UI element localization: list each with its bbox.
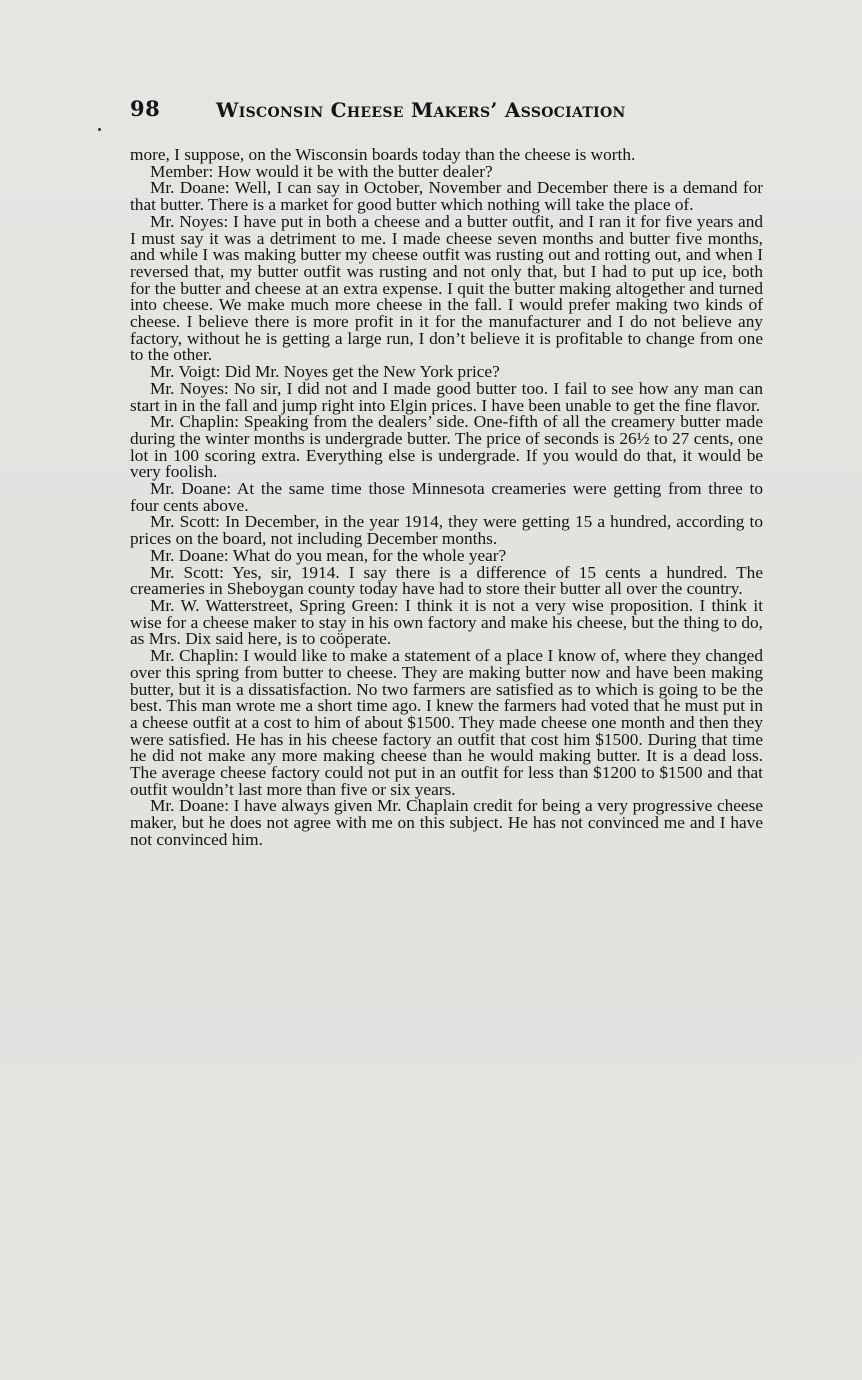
paragraph: Mr. W. Watterstreet, Spring Green: I think it is not a very wise proposition. I think it wise for a cheese maker to stay in his own factory and make his cheese, but the thing to do, as Mrs. Dix said here, is to coöperate. (130, 595, 763, 649)
paragraph: Mr. Chaplin: Speaking from the dealers’ side. One-fifth of all the creamery butter made during the winter months is undergrade butter. The price of seconds is 26½ to 27 cents, one lot in 100 scoring extra. Everything else is undergrade. If you would do that, it would be very foolish. (130, 412, 763, 482)
paragraph: Mr. Noyes: No sir, I did not and I made good butter too. I fail to see how any man can start in in the fall and jump right into Elgin prices. I have been unable to get the fine flavor. (130, 378, 763, 415)
page-number: 98 (130, 96, 161, 121)
paragraph: Member: How would it be with the butter dealer? (150, 161, 493, 181)
paragraph: more, I suppose, on the Wisconsin boards today than the cheese is worth. (130, 145, 636, 164)
body-text (130, 147, 763, 849)
running-head: Wisconsin Cheese Makers’ Association (216, 98, 626, 122)
paragraph: Mr. Doane: What do you mean, for the whole year? (150, 545, 507, 565)
paragraph: Mr. Voigt: Did Mr. Noyes get the New York price? (150, 362, 500, 382)
paragraph: Mr. Noyes: I have put in both a cheese and a butter outfit, and I ran it for five years and I must say it was a detriment to me. I made cheese seven months and butter five months, and while I was making butter my cheese outfit was rusting out and rotting out, and when I reversed that, my butter outfit was rusting and not only that, but I had to put up ice, both for the butter and cheese at an extra expense. I quit the butter making altogether and turned into cheese. We make much more cheese in the fall. I would prefer making two kinds of cheese. I believe there is more profit in it for the manufacturer and I do not believe any factory, without he is getting a large run, I don’t believe it is profitable to change from one to the other. (130, 211, 763, 365)
paragraph: Mr. Doane: Well, I can say in October, November and December there is a demand for that butter. There is a market for good butter which nothing will take the place of. (130, 178, 763, 215)
paragraph: Mr. Doane: I have always given Mr. Chaplain credit for being a very progressive cheese maker, but he does not agree with me on this subject. He has not convinced me and I have not convinced him. (130, 796, 763, 849)
paragraph: Mr. Chaplin: I would like to make a statement of a place I know of, where they changed over this spring from butter to cheese. They are making butter now and have been making butter, but it is a dissatisfaction. No two farmers are satisfied as to which is going to be the best. This man wrote me a short time ago. I knew the farmers had voted that he must put in a cheese outfit at a cost to him of about $1500. They made cheese one month and then they were satisfied. He has in his cheese factory an outfit that cost him $1500. During that time he did not make any more making cheese than he would making butter. It is a dead loss. The average cheese factory could not put in an outfit for less than $1200 to $1500 and that outfit wouldn’t last more than five or six years. (130, 646, 763, 799)
ink-speck (98, 128, 101, 131)
paragraph: Mr. Scott: Yes, sir, 1914. I say there is a difference of 15 cents a hundred. The creameries in Sheboygan county today have had to store their butter all over the country. (130, 562, 763, 599)
paragraph: Mr. Scott: In December, in the year 1914, they were getting 15 a hundred, according to prices on the board, not including December months. (130, 512, 763, 549)
paragraph: Mr. Doane: At the same time those Minnesota creameries were getting from three to four cents above. (130, 479, 763, 515)
